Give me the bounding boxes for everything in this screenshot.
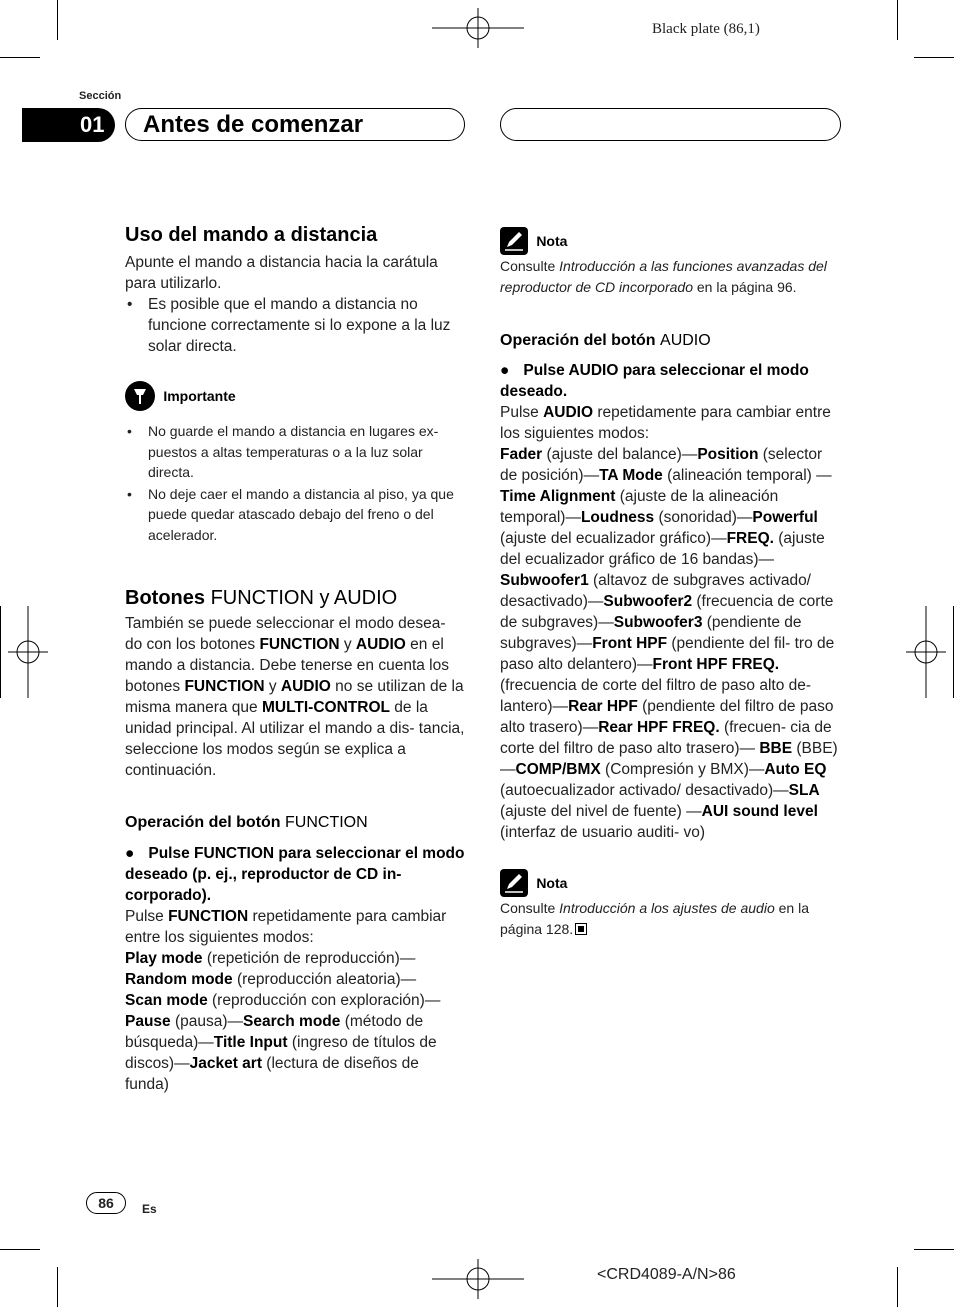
note-box — [500, 227, 842, 255]
bullet-dot-icon: ● — [500, 362, 510, 379]
important-label: Importante — [163, 387, 236, 404]
plate-label: Black plate (86,1) — [652, 21, 760, 37]
important-box — [125, 381, 467, 411]
important-list — [125, 421, 467, 545]
note-text: Consulte Introducción a los ajustes de audio en la página 128. — [500, 900, 809, 937]
buttons-heading: Botones FUNCTION y AUDIO — [125, 587, 398, 609]
crop-mark — [914, 57, 954, 58]
end-mark-icon — [575, 923, 587, 935]
audio-modes: Pulse AUDIO repetidamente para cambiar entre los siguientes modos: Fader (ajuste del balance)—Position (selector de posición)—TA Mode (alineación temporal) —Time Alignment (ajuste de la alineación temporal)—Loudness (sonoridad)—Powerful (ajuste del ecualizador gráfico)—FREQ. (ajuste del ecualizador gráfico de 16 bandas)—Subwoofer1 (altavoz de subgraves activado/ desactivado)—Subwoofer2 (frecuencia de corte de subgraves)—Subwoofer3 (pendiente de subgraves)—Front HPF (pendiente del fil- tro de paso alto delantero)—Front HPF FREQ. (frecuencia de corte del filtro de paso alto de- lantero)—Rear HPF (pendiente del filtro de paso alto trasero)—Rear HPF FREQ. (frecuen- cia de corte del filtro de paso alto trasero)— BBE (BBE)—COMP/BMX (Compresión y BMX)—Auto EQ (autoecualizador activado/ desactivado)—SLA (ajuste del nivel de fuente) —AUI sound level (interfaz de usuario auditi- vo) — [500, 404, 838, 841]
note-box — [500, 869, 842, 897]
list-item: • No deje caer el mando a distancia al piso, ya que puede quedar atascado debajo del freno o del acelerador. — [127, 485, 454, 543]
registration-mark-icon — [432, 8, 524, 48]
remote-intro: Apunte el mando a distancia hacia la carátula para utilizarlo. — [125, 254, 438, 292]
section-label: Sección — [79, 90, 122, 102]
section-number: 01 — [80, 112, 105, 137]
section-empty-box — [500, 108, 841, 141]
remote-heading: Uso del mando a distancia — [125, 224, 378, 246]
audio-op-heading: Operación del botón AUDIO — [500, 332, 711, 349]
crop-mark — [897, 1267, 898, 1307]
note-label: Nota — [536, 232, 568, 249]
function-modes: Pulse FUNCTION repetidamente para cambiar entre los siguientes modos: Play mode (repetición de reproducción)— Random mode (reproducción aleatoria)— Scan mode (reproducción con exploración)— Pause (pausa)—Search mode (método de búsqueda)—Title Input (ingreso de títulos de discos)—Jacket art (lectura de diseños de funda) — [125, 908, 447, 1093]
audio-step: ● Pulse AUDIO para seleccionar el modo deseado. — [500, 362, 809, 400]
left-column — [125, 222, 467, 1095]
crop-mark — [0, 57, 40, 58]
note-label: Nota — [536, 874, 568, 891]
list-item: • No guarde el mando a distancia en lugares ex- puestos a altas temperaturas o a la luz solar directa. — [127, 423, 439, 480]
language-label: Es — [142, 1202, 157, 1216]
crop-mark — [897, 0, 898, 40]
remote-bullet: • Es posible que el mando a distancia no funcione correctamente si lo expone a la luz solar directa. — [127, 296, 451, 355]
note-text: Consulte Introducción a las funciones avanzadas del reproductor de CD incorporado en la página 96. — [500, 258, 827, 295]
registration-mark-icon — [8, 606, 48, 698]
registration-mark-icon — [906, 606, 946, 698]
registration-mark-icon — [432, 1259, 524, 1299]
page-number: 86 — [86, 1192, 126, 1214]
document-code: <CRD4089-A/N>86 — [597, 1266, 736, 1283]
crop-mark — [0, 1249, 40, 1250]
important-icon — [125, 381, 155, 411]
crop-mark — [57, 1267, 58, 1307]
right-column — [500, 227, 842, 939]
crop-mark — [57, 0, 58, 40]
section-title: Antes de comenzar — [143, 111, 364, 138]
bullet-dot-icon: ● — [125, 845, 135, 862]
buttons-paragraph: También se puede seleccionar el modo desea- do con los botones FUNCTION y AUDIO en el mando a distancia. Debe tenerse en cuenta los botones FUNCTION y AUDIO no se utilizan de la misma manera que MULTI-CONTROL de la unidad principal. Al utilizar el mando a dis- tancia, seleccione los modos según se explica a continuación. — [125, 615, 465, 779]
crop-mark — [0, 606, 1, 698]
pencil-icon — [500, 869, 528, 897]
crop-mark — [914, 1249, 954, 1250]
function-op-heading: Operación del botón FUNCTION — [125, 814, 368, 831]
function-step: ● Pulse FUNCTION para seleccionar el modo deseado (p. ej., reproductor de CD in- corporado). — [125, 845, 465, 904]
pencil-icon — [500, 227, 528, 255]
